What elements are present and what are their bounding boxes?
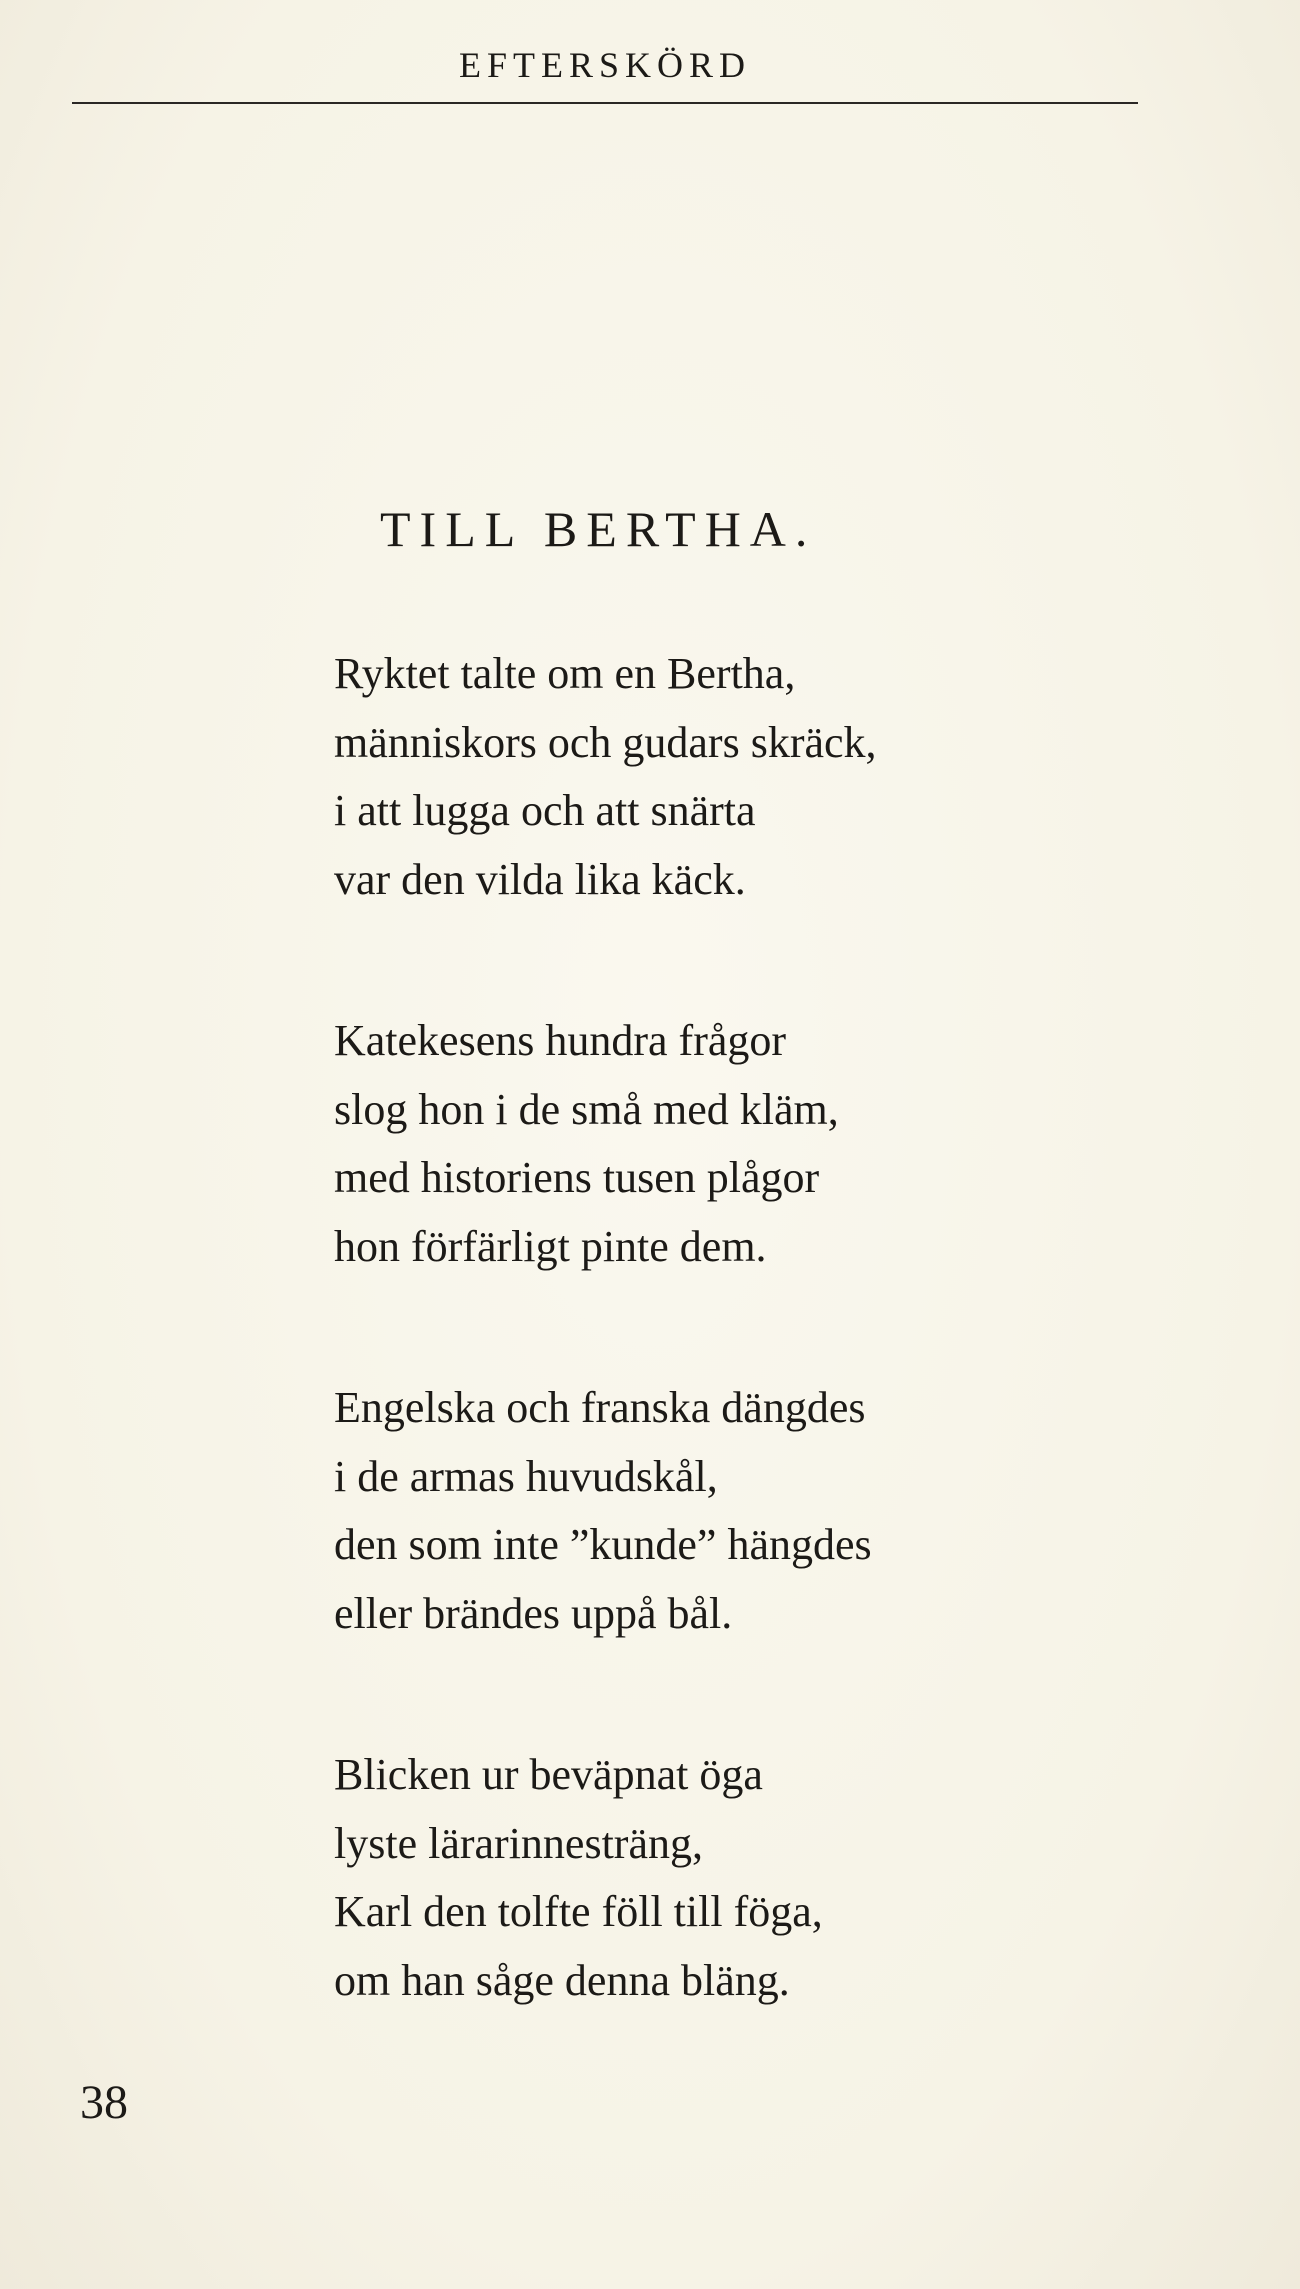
poem-line: i de armas huvudskål, bbox=[334, 1451, 718, 1501]
stanza-3 bbox=[334, 1374, 1154, 1648]
poem-line: Blicken ur beväpnat öga bbox=[334, 1750, 763, 1799]
stanza-2 bbox=[334, 1007, 1154, 1281]
poem-line: Karl den tolfte föll till föga, bbox=[334, 1887, 823, 1936]
poem-line: slog hon i de små med kläm, bbox=[334, 1084, 839, 1134]
page-number: 38 bbox=[80, 2076, 128, 2129]
poem-line: var den vilda lika käck. bbox=[334, 854, 746, 904]
poem-title: TILL BERTHA. bbox=[380, 501, 817, 557]
poem-line: den som inte ”kunde” hängdes bbox=[334, 1520, 872, 1569]
poem-line: i att lugga och att snärta bbox=[334, 786, 756, 835]
poem-line: Katekesens hundra frågor bbox=[334, 1016, 787, 1065]
poem-line: Engelska och franska dängdes bbox=[334, 1383, 866, 1432]
poem-line: eller brändes uppå bål. bbox=[334, 1588, 733, 1638]
poem-line: om han såge denna bläng. bbox=[334, 1955, 790, 2005]
poem-line: med historiens tusen plågor bbox=[334, 1153, 820, 1202]
running-head-title: EFTERSKÖRD bbox=[458, 45, 752, 85]
poem-body bbox=[334, 640, 1154, 2108]
stanza-4 bbox=[334, 1741, 1154, 2015]
poem-line: lyste lärarinnesträng, bbox=[334, 1818, 703, 1868]
header-rule bbox=[72, 102, 1138, 104]
poem-line: Ryktet talte om en Bertha, bbox=[334, 649, 796, 698]
stanza-1 bbox=[334, 640, 1154, 914]
poem-line: hon förfärligt pinte dem. bbox=[334, 1221, 767, 1271]
poem-line: människors och gudars skräck, bbox=[334, 717, 877, 767]
